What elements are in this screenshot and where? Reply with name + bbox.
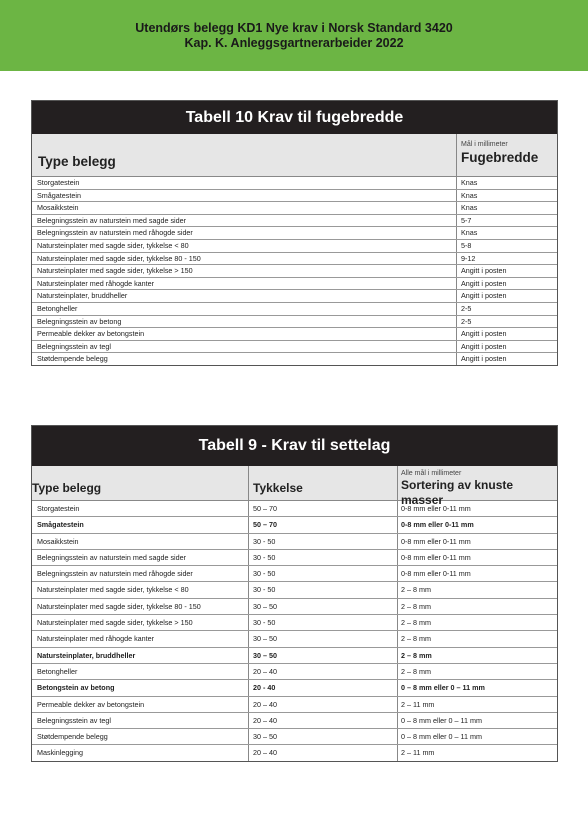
cell-type: Smågatestein: [32, 190, 457, 202]
cell-thickness: 20 – 40: [249, 745, 398, 760]
table-row: [32, 328, 557, 341]
table-10-col-value-header-cell: [457, 134, 557, 176]
cell-thickness: 50 – 70: [249, 501, 398, 516]
cell-sorting: 0-8 mm eller 0-11 mm: [401, 504, 471, 513]
cell-type: Maskinlegging: [32, 745, 249, 760]
table-row: [32, 177, 557, 190]
table-row: [32, 240, 557, 253]
banner-title-line2: Kap. K. Anleggsgartnerarbeider 2022: [184, 35, 404, 50]
table-10-col-value-header: Fugebredde: [461, 150, 539, 165]
cell-thickness: 20 – 40: [249, 697, 398, 712]
cell-fugebredde: 2-5: [461, 303, 472, 313]
table-row: [32, 648, 557, 664]
cell-type: Natursteinplater med sagde sider, tykkelse > 150: [32, 265, 457, 277]
cell-fugebredde: Angitt i posten: [461, 291, 507, 301]
table-row: [32, 190, 557, 203]
cell-sorting: 0 – 8 mm eller 0 – 11 mm: [401, 683, 485, 693]
table-10-header-row: [32, 134, 557, 177]
cell-thickness: 30 - 50: [249, 566, 398, 581]
cell-fugebredde: Knas: [461, 178, 478, 187]
cell-fugebredde: Angitt i posten: [461, 354, 507, 364]
table-10-col-type-header: Type belegg: [32, 134, 457, 176]
table-row: [32, 680, 557, 696]
cell-fugebredde: Knas: [461, 228, 478, 238]
table-9-col-thickness-header: Tykkelse: [249, 466, 398, 500]
cell-sorting: 2 – 8 mm: [401, 585, 431, 595]
cell-type: Natursteinplater med råhogde kanter: [32, 631, 249, 646]
cell-type: Storgatestein: [32, 177, 457, 189]
table-10-fugebredde: [31, 100, 558, 366]
cell-type: Mosaikkstein: [32, 534, 249, 549]
table-row: [32, 713, 557, 729]
cell-type: Natursteinplater med sagde sider, tykkelse 80 - 150: [32, 253, 457, 265]
table-row: [32, 729, 557, 745]
table-row: [32, 631, 557, 647]
cell-thickness: 50 – 70: [249, 517, 398, 532]
cell-type: Natursteinplater med sagde sider, tykkelse < 80: [32, 582, 249, 597]
cell-thickness: 30 - 50: [249, 550, 398, 565]
cell-fugebredde: 2-5: [461, 316, 472, 326]
cell-type: Permeable dekker av betongstein: [32, 328, 457, 340]
cell-type: Betongstein av betong: [32, 680, 249, 695]
table-row: [32, 303, 557, 316]
cell-type: Belegningsstein av naturstein med råhogde sider: [32, 566, 249, 581]
cell-fugebredde: Knas: [461, 190, 478, 200]
table-9-col-sorting-header-cell: [398, 466, 557, 507]
cell-sorting: 0-8 mm eller 0-11 mm: [401, 536, 471, 546]
table-row: [32, 534, 557, 550]
cell-type: Natursteinplater med sagde sider, tykkelse 80 - 150: [32, 599, 249, 614]
cell-type: Belegningsstein av naturstein med sagde sider: [32, 215, 457, 227]
table-row: [32, 582, 557, 598]
cell-sorting: 0-8 mm eller 0-11 mm: [401, 569, 471, 579]
cell-type: Belegningsstein av naturstein med sagde sider: [32, 550, 249, 565]
cell-fugebredde: 5-8: [461, 240, 472, 250]
table-row: [32, 202, 557, 215]
table-row: [32, 615, 557, 631]
table-row: [32, 316, 557, 329]
cell-type: Belegningsstein av tegl: [32, 341, 457, 353]
cell-thickness: 30 - 50: [249, 615, 398, 630]
table-9-unit-note: Alle mål i millimeter: [401, 470, 462, 477]
cell-sorting: 0-8 mm eller 0-11 mm: [401, 520, 474, 530]
table-9-settelag: [31, 425, 558, 762]
cell-sorting: 2 – 11 mm: [401, 699, 435, 709]
cell-thickness: 30 – 50: [249, 729, 398, 744]
cell-fugebredde: Angitt i posten: [461, 266, 507, 276]
table-row: [32, 517, 557, 533]
table-row: [32, 290, 557, 303]
table-row: [32, 697, 557, 713]
table-row: [32, 599, 557, 615]
table-10-body: [32, 177, 557, 365]
table-row: [32, 341, 557, 354]
cell-fugebredde: 9-12: [461, 253, 476, 263]
cell-thickness: 20 – 40: [249, 664, 398, 679]
table-row: [32, 253, 557, 266]
table-9-col-type-header: Type belegg: [32, 466, 249, 500]
cell-sorting: 0-8 mm eller 0-11 mm: [401, 552, 471, 562]
cell-type: Belegningsstein av tegl: [32, 713, 249, 728]
cell-type: Natursteinplater med råhogde kanter: [32, 278, 457, 290]
cell-type: Belegningsstein av betong: [32, 316, 457, 328]
table-row: [32, 278, 557, 291]
cell-sorting: 2 – 8 mm: [401, 666, 431, 676]
cell-sorting: 0 – 8 mm eller 0 – 11 mm: [401, 715, 482, 725]
cell-type: Mosaikkstein: [32, 202, 457, 214]
cell-fugebredde: Angitt i posten: [461, 329, 507, 339]
table-row: [32, 501, 557, 517]
table-9-header-row: [32, 466, 557, 507]
cell-type: Natursteinplater med sagde sider, tykkelse < 80: [32, 240, 457, 252]
cell-type: Storgatestein: [32, 501, 249, 516]
table-9-col-sorting-header: Sortering av knuste masser: [401, 478, 514, 507]
cell-type: Belegningsstein av naturstein med råhogde sider: [32, 227, 457, 239]
cell-type: Støtdempende belegg: [32, 353, 457, 365]
banner-title-line1: Utendørs belegg KD1 Nye krav i Norsk Standard 3420: [135, 20, 453, 35]
cell-thickness: 30 – 50: [249, 631, 398, 646]
table-row: [32, 745, 557, 760]
cell-thickness: 20 - 40: [249, 680, 398, 695]
table-9-body: [32, 501, 557, 761]
cell-type: Natursteinplater med sagde sider, tykkelse > 150: [32, 615, 249, 630]
cell-fugebredde: Angitt i posten: [461, 341, 507, 351]
cell-type: Permeable dekker av betongstein: [32, 697, 249, 712]
cell-sorting: 2 – 8 mm: [401, 601, 431, 611]
cell-sorting: 2 – 8 mm: [401, 618, 431, 628]
table-row: [32, 664, 557, 680]
table-10-title: Tabell 10 Krav til fugebredde: [32, 101, 557, 134]
table-row: [32, 550, 557, 566]
table-row: [32, 227, 557, 240]
cell-fugebredde: Angitt i posten: [461, 278, 507, 288]
cell-thickness: 20 – 40: [249, 713, 398, 728]
cell-type: Betongheller: [32, 664, 249, 679]
header-banner: [0, 0, 588, 71]
cell-sorting: 0 – 8 mm eller 0 – 11 mm: [401, 732, 482, 742]
cell-thickness: 30 - 50: [249, 582, 398, 597]
cell-thickness: 30 – 50: [249, 599, 398, 614]
table-row: [32, 265, 557, 278]
cell-sorting: 2 – 11 mm: [401, 748, 435, 758]
table-row: [32, 353, 557, 365]
cell-sorting: 2 – 8 mm: [401, 634, 431, 644]
cell-sorting: 2 – 8 mm: [401, 650, 432, 660]
cell-type: Betongheller: [32, 303, 457, 315]
table-row: [32, 215, 557, 228]
cell-type: Smågatestein: [32, 517, 249, 532]
table-9-title: Tabell 9 - Krav til settelag: [32, 426, 557, 466]
cell-type: Natursteinplater, bruddheller: [32, 648, 249, 663]
table-row: [32, 566, 557, 582]
cell-type: Støtdempende belegg: [32, 729, 249, 744]
cell-type: Natursteinplater, bruddheller: [32, 290, 457, 302]
cell-fugebredde: Knas: [461, 203, 478, 213]
table-10-unit-note: Mål i millimeter: [461, 141, 508, 148]
cell-thickness: 30 – 50: [249, 648, 398, 663]
cell-fugebredde: 5-7: [461, 215, 472, 225]
cell-thickness: 30 - 50: [249, 534, 398, 549]
